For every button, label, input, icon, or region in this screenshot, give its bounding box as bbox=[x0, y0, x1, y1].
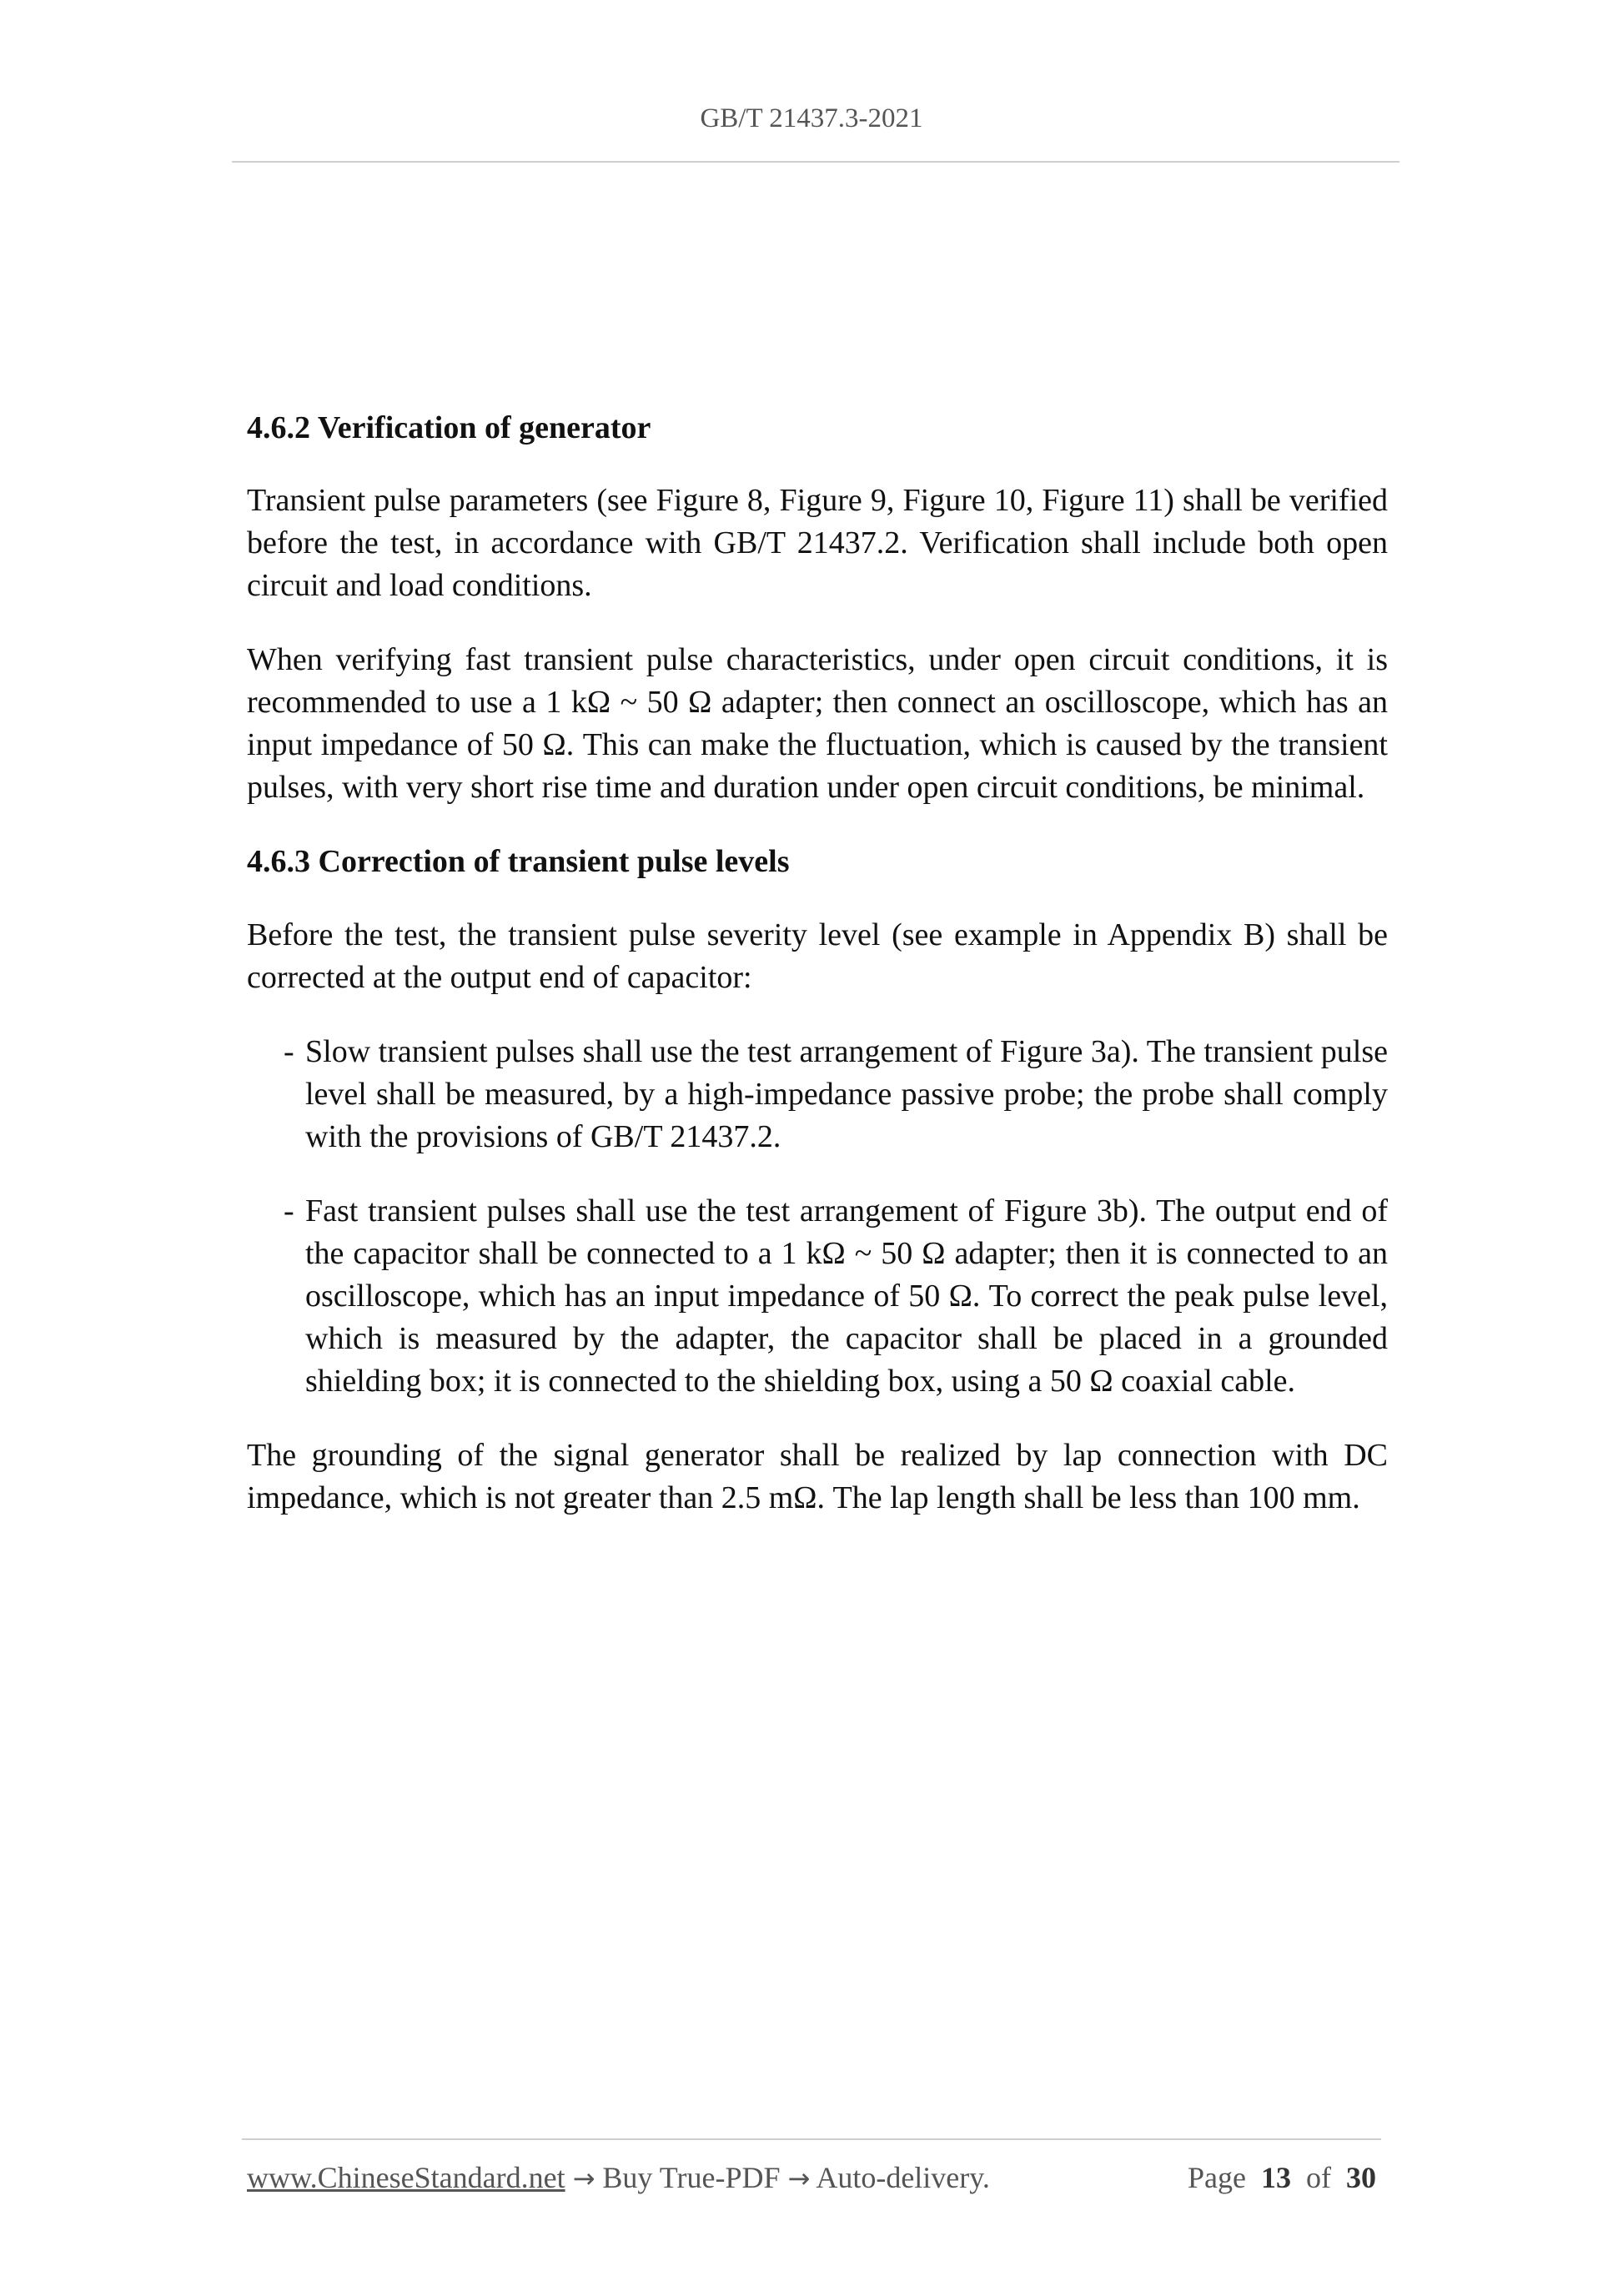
document-body bbox=[247, 407, 1388, 1551]
bullet-dash: - bbox=[284, 1193, 294, 1228]
arrow-right-icon: → bbox=[787, 2163, 811, 2194]
bullet-fast-transient-text: Fast transient pulses shall use the test arrangement of Figure 3b). The output end of the capacitor shall be connected to a 1 kΩ ~ 50 Ω adapter; then it is connected to an oscilloscope, which has an input impedance of 50 Ω. To correct the peak pulse level, which is measured by the adapter, the capacitor shall be placed in a grounded shielding box; it is connected to the shielding box, using a 50 Ω coaxial cable. bbox=[305, 1193, 1388, 1399]
auto-delivery-text: Auto-delivery. bbox=[816, 2161, 990, 2194]
footer-divider bbox=[242, 2138, 1381, 2140]
page-current: 13 bbox=[1261, 2161, 1291, 2194]
heading-4-6-3: 4.6.3 Correction of transient pulse levels bbox=[247, 844, 790, 879]
page-label: Page bbox=[1188, 2161, 1246, 2194]
running-header: GB/T 21437.3-2021 bbox=[700, 103, 923, 133]
paragraph-verification-parameters: Transient pulse parameters (see Figure 8, Figure 9, Figure 10, Figure 11) shall be verified before the test, in accordance with GB/T 21437.2. Verification shall include both open circuit and load conditions. bbox=[247, 483, 1388, 603]
paragraph-grounding: The grounding of the signal generator shall be realized by lap connection with DC impedance, which is not greater than 2.5 mΩ. The lap length shall be less than 100 mm. bbox=[247, 1438, 1388, 1515]
header-divider bbox=[232, 161, 1399, 163]
page-indicator bbox=[1188, 2160, 1376, 2195]
chinese-standard-link[interactable]: www.ChineseStandard.net bbox=[247, 2161, 565, 2194]
paragraph-correction-intro: Before the test, the transient pulse severity level (see example in Appendix B) shall be corrected at the output end of capacitor: bbox=[247, 917, 1388, 995]
arrow-right-icon: → bbox=[572, 2163, 595, 2194]
bullet-slow-transient bbox=[247, 1031, 1388, 1158]
correction-bullet-list bbox=[247, 1031, 1388, 1403]
page-total: 30 bbox=[1346, 2161, 1376, 2194]
buy-true-pdf-text: Buy True-PDF bbox=[602, 2161, 781, 2194]
bullet-dash: - bbox=[284, 1034, 294, 1069]
bullet-slow-transient-text: Slow transient pulses shall use the test arrangement of Figure 3a). The transient pulse level shall be measured, by a high-impedance passive probe; the probe shall comply with the provisions of GB/T 21437.2. bbox=[305, 1034, 1388, 1154]
of-label: of bbox=[1306, 2161, 1331, 2194]
footer-purchase-line bbox=[247, 2160, 990, 2195]
heading-4-6-2: 4.6.2 Verification of generator bbox=[247, 410, 651, 445]
bullet-fast-transient bbox=[247, 1190, 1388, 1403]
paragraph-fast-transient-verification: When verifying fast transient pulse characteristics, under open circuit conditions, it is recommended to use a 1 kΩ ~ 50 Ω adapter; then connect an oscilloscope, which has an input impedance of 50 Ω. This can make the fluctuation, which is caused by the transient pulses, with very short rise time and duration under open circuit conditions, be minimal. bbox=[247, 642, 1388, 805]
